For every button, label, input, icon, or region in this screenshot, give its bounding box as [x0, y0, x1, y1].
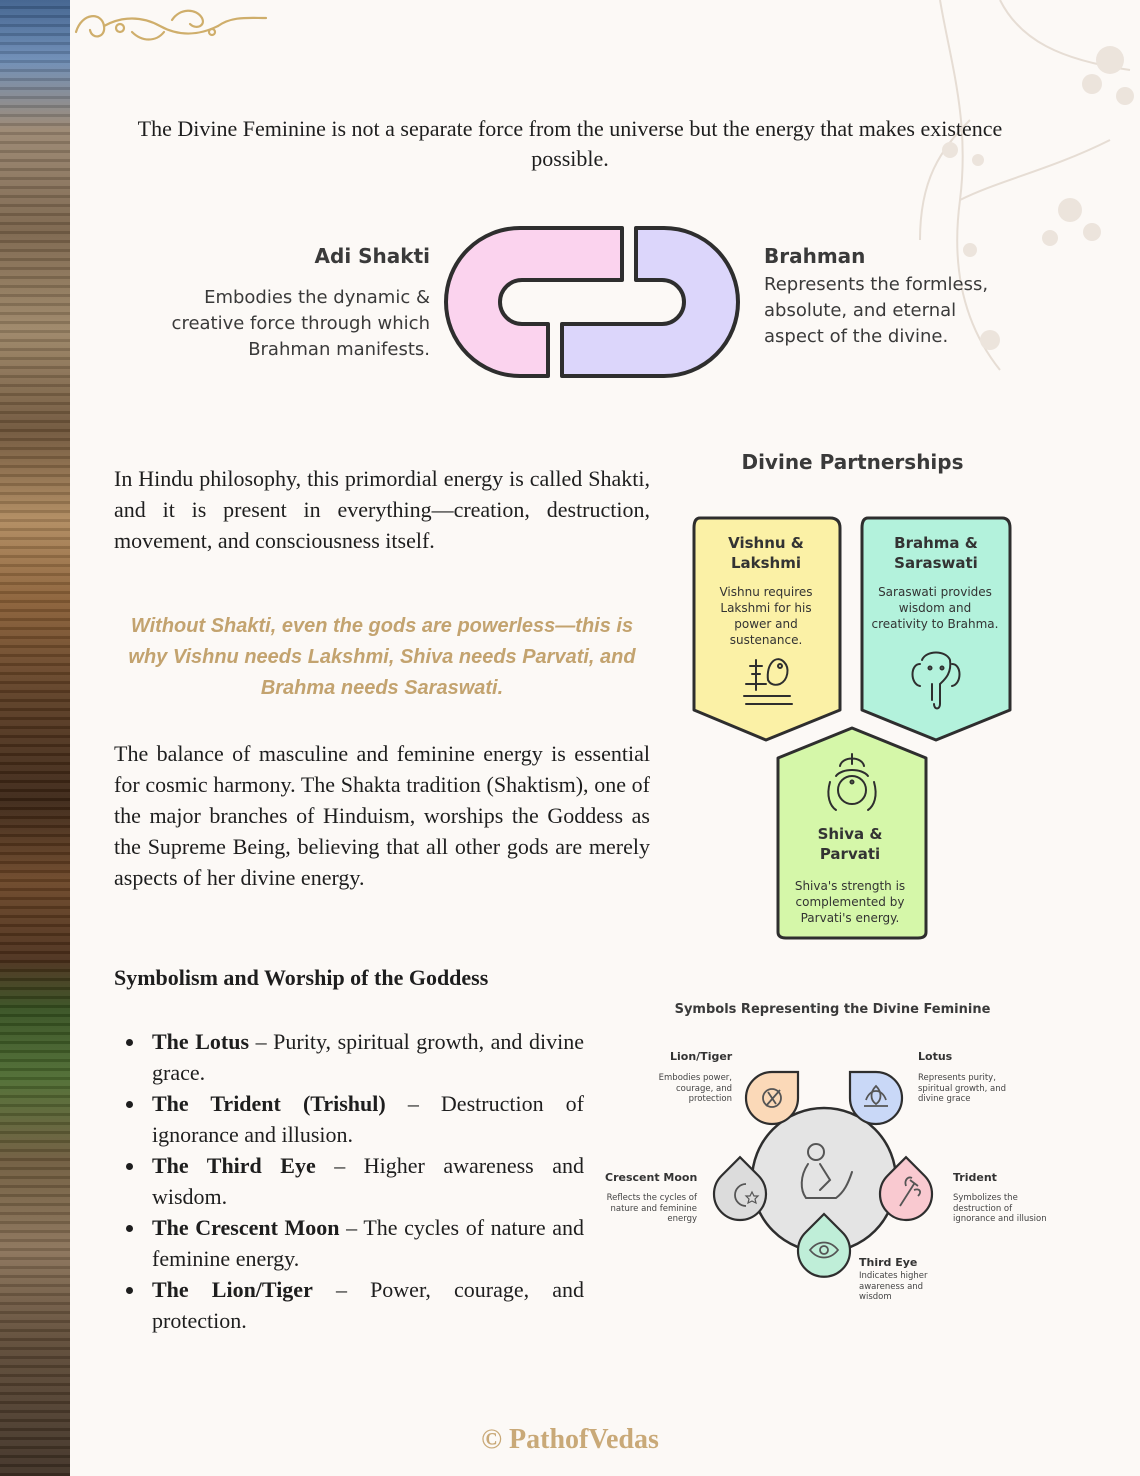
- symbolism-heading: Symbolism and Worship of the Goddess: [114, 965, 489, 990]
- list-item: [124, 1026, 584, 1088]
- list-item: [124, 1274, 584, 1336]
- adi-shakti-description: Embodies the dynamic & creative force through which Brahman manifests.: [171, 287, 430, 360]
- list-item-desc: – Power, courage, and protection.: [152, 1277, 584, 1333]
- list-item-desc: – Higher awareness and wisdom.: [152, 1153, 584, 1209]
- paragraph-shakti: In Hindu philosophy, this primordial energy is called Shakti, and it is present in everything—creation, destruction, movement, and consciousness itself.: [114, 466, 650, 553]
- label-lion-tiger-text: Embodies power, courage, and protection: [658, 1073, 732, 1104]
- list-item-desc: – Destruction of ignorance and illusion.: [152, 1091, 584, 1147]
- list-item-term: The Third Eye: [152, 1153, 316, 1178]
- card-vishnu-lakshmi-title: Vishnu & Lakshmi: [728, 534, 804, 572]
- label-third-eye-text: Indicates higher awareness and wisdom: [859, 1271, 928, 1302]
- card-shiva-parvati-text: Shiva's strength is complemented by Parvati's energy.: [794, 879, 906, 925]
- chain-link-diagram: [440, 222, 745, 382]
- partnerships-title: Divine Partnerships: [741, 450, 964, 474]
- symbols-bullet-list: [124, 1026, 584, 1336]
- list-item-desc: – The cycles of nature and feminine energy.: [152, 1215, 584, 1271]
- list-item: [124, 1088, 584, 1150]
- label-trident-text: Symbolizes the destruction of ignorance and illusion: [953, 1193, 1047, 1224]
- card-brahma-saraswati-text: Saraswati provides wisdom and creativity to Brahma.: [871, 585, 999, 631]
- brahman-description: Represents the formless, absolute, and eternal aspect of the divine.: [764, 274, 989, 347]
- list-item: [124, 1212, 584, 1274]
- label-third-eye-title: Third Eye: [859, 1256, 918, 1269]
- card-brahma-saraswati-title: Brahma & Saraswati: [894, 534, 978, 572]
- card-vishnu-lakshmi-text: Vishnu requires Lakshmi for his power and sustenance.: [719, 585, 813, 647]
- label-crescent-moon-text: Reflects the cycles of nature and feminine energy: [606, 1193, 697, 1224]
- temple-photo-strip: [0, 0, 70, 1476]
- ornament-flourish: [72, 2, 272, 48]
- intro-text: The Divine Feminine is not a separate force from the universe but the energy that makes existence possible.: [137, 116, 1003, 171]
- lion-tiger-node: [746, 1072, 798, 1124]
- label-trident-title: Trident: [953, 1171, 997, 1184]
- brahman-title: Brahman: [764, 244, 866, 268]
- footer-copyright: © PathofVedas: [481, 1424, 659, 1455]
- label-lotus-text: Represents purity, spiritual growth, and divine grace: [918, 1073, 1007, 1104]
- adi-shakti-title: Adi Shakti: [314, 244, 430, 268]
- paragraph-balance: The balance of masculine and feminine energy is essential for cosmic harmony. The Shakta tradition (Shaktism), one of the major branches of Hinduism, worships the Goddess as the Supreme Being, believing that all other gods are merely aspects of her divine energy.: [114, 741, 650, 890]
- label-lotus-title: Lotus: [918, 1050, 953, 1063]
- label-lion-tiger-title: Lion/Tiger: [670, 1050, 733, 1063]
- list-item-term: The Crescent Moon: [152, 1215, 340, 1240]
- list-item-term: The Lotus: [152, 1029, 250, 1054]
- list-item-term: The Trident (Trishul): [152, 1091, 386, 1116]
- card-shiva-parvati-title: Shiva & Parvati: [817, 825, 883, 863]
- highlight-quote: Without Shakti, even the gods are powerless—this is why Vishnu needs Lakshmi, Shiva needs Parvati, and Brahma needs Saraswati.: [128, 615, 636, 699]
- list-item: [124, 1150, 584, 1212]
- lotus-node: [850, 1072, 902, 1124]
- list-item-term: The Lion/Tiger: [152, 1277, 313, 1302]
- list-item-desc: – Purity, spiritual growth, and divine grace.: [152, 1029, 584, 1085]
- symbols-diagram-title: Symbols Representing the Divine Feminine: [674, 1002, 991, 1017]
- label-crescent-moon-title: Crescent Moon: [605, 1171, 698, 1184]
